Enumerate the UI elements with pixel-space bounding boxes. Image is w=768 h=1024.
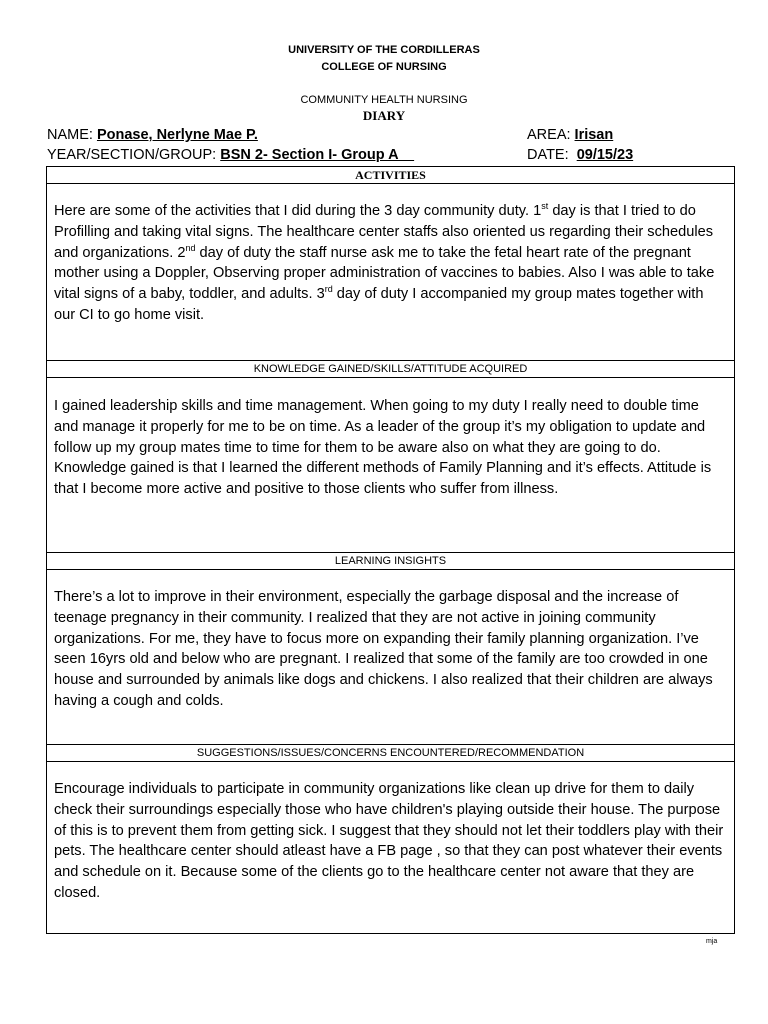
area-label: AREA: xyxy=(527,127,575,143)
university-name: UNIVERSITY OF THE CORDILLERAS xyxy=(288,44,480,56)
date-field xyxy=(527,147,633,163)
knowledge-heading: KNOWLEDGE GAINED/SKILLS/ATTITUDE ACQUIRED xyxy=(47,360,734,378)
area-field xyxy=(527,127,613,143)
activities-sup-3: rd xyxy=(324,284,333,295)
insights-paragraph: There’s a lot to improve in their environment, especially the garbage disposal and the increase of teenage pregnancy in their community. I realized that they are not active in joining community organizations. For me, they have to focus more on expanding their family planning organization. I’ve seen 16yrs old and below who are pregnant. I realized that some of the family are too crowded in one house and surrounded by animals like dogs and chickens. I also realized that their children are always having a cough and colds. xyxy=(54,589,713,709)
footer-initials: mja xyxy=(706,938,718,945)
suggestions-paragraph: Encourage individuals to participate in community organizations like clean up drive for them to daily check their surroundings especially those who have children's playing outside their house. The purpose of this is to prevent them from getting sick. I suggest that they should not let their toddlers play with their pets. The healthcare center should atleast have a FB page , so that they can post whatever their events and schedule on it. Because some of the clients go to the healthcare center not aware that they are closed. xyxy=(54,781,724,901)
knowledge-text xyxy=(54,396,726,500)
activities-part-2: day is that I tried to do Profilling and taking vital signs. The healthcare center staffs also oriented us regarding their schedules and organizations. 2 xyxy=(54,203,713,261)
suggestions-heading: SUGGESTIONS/ISSUES/CONCERNS ENCOUNTERED/RECOMMENDATION xyxy=(47,744,734,762)
year-section-group-field xyxy=(47,147,414,163)
activities-part-4: day of duty I accompanied my group mates together with our CI to go home visit. xyxy=(54,286,704,323)
activities-part-3: day of duty the staff nurse ask me to take the fetal heart rate of the pregnant mother using a Doppler, Observing proper administration of vaccines to babies. Also I was able to take vital signs of a baby, toddler, and adults. 3 xyxy=(54,244,715,303)
activities-heading: ACTIVITIES xyxy=(47,167,734,184)
date-label: DATE: xyxy=(527,147,577,163)
area-value: Irisan xyxy=(574,127,614,143)
name-value: Ponase, Nerlyne Mae P. xyxy=(96,127,258,143)
activities-sup-1: st xyxy=(541,201,549,212)
name-field xyxy=(47,127,258,143)
document-title: DIARY xyxy=(362,108,406,123)
activities-part-1: Here are some of the activities that I did during the 3 day community duty. 1 xyxy=(54,203,542,219)
activities-sup-2: nd xyxy=(185,242,196,253)
insights-heading: LEARNING INSIGHTS xyxy=(47,552,734,570)
date-value: 09/15/23 xyxy=(576,147,634,163)
name-label: NAME: xyxy=(47,127,97,143)
college-name: COLLEGE OF NURSING xyxy=(321,61,447,73)
diary-table xyxy=(46,166,735,934)
suggestions-text xyxy=(54,779,726,904)
activities-text xyxy=(54,201,726,326)
insights-text xyxy=(54,587,726,712)
year-label: YEAR/SECTION/GROUP: xyxy=(47,147,221,163)
knowledge-paragraph: I gained leadership skills and time management. When going to my duty I really need to double time and manage it properly for me to be on time. As a leader of the group it’s my obligation to update and follow up my group mates time to time for them to be aware also on what they are going to do. Knowledge gained is that I learned the different methods of Family Planning and it’s effects. Attitude is that I become more active and positive to those clients who suffer from illness. xyxy=(54,398,712,498)
department-name: COMMUNITY HEALTH NURSING xyxy=(300,94,468,106)
year-value: BSN 2- Section I- Group A xyxy=(220,147,415,163)
